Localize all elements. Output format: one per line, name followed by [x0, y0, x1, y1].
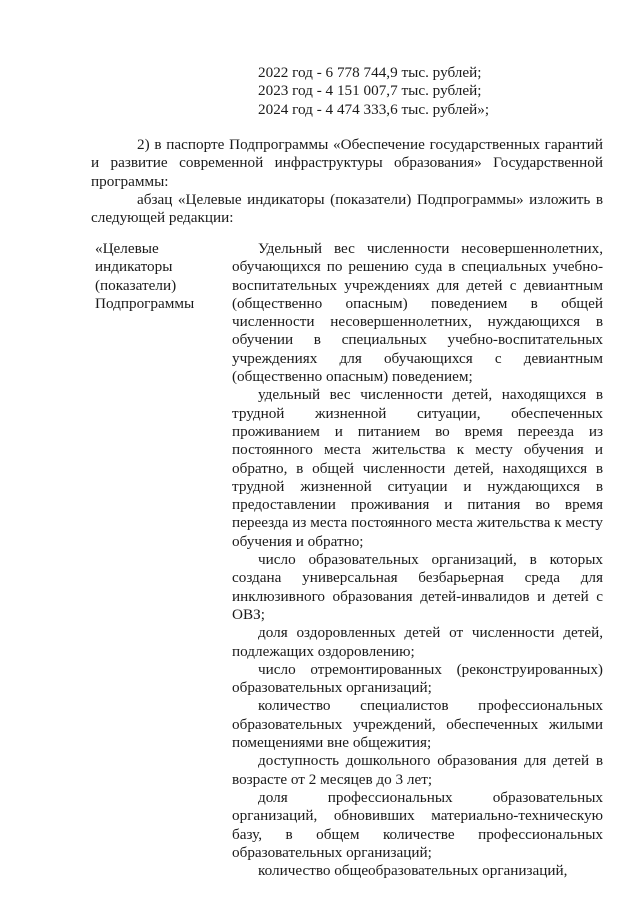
funding-line-2022: 2022 год - 6 778 744,9 тыс. рублей; — [258, 64, 482, 81]
indicator-item: удельный вес численности детей, находящихся в трудной жизненной ситуации, обеспеченных проживанием и питанием во время переезда из постоянного места жительства к месту обучения и обратно, в общей численности детей, находящихся в трудной жизненной ситуации и нуждающихся в предоставлении проживания и питания во время переезда из места постоянного места жительства к месту обучения и обратно; — [232, 386, 603, 550]
label-line: «Целевые — [95, 240, 159, 257]
table-indicators-cell — [232, 240, 603, 880]
paragraph-indicators-instruction: абзац «Целевые индикаторы (показатели) Подпрограммы» изложить в следующей редакции: — [91, 191, 603, 227]
indicator-item: число образовательных организаций, в которых создана универсальная безбарьерная среда для инклюзивного образования детей-инвалидов и детей с ОВЗ; — [232, 551, 603, 623]
funding-amounts — [258, 64, 578, 119]
label-line: Подпрограммы — [95, 294, 195, 312]
indicator-item: доля оздоровленных детей от численности детей, подлежащих оздоровлению; — [232, 624, 603, 660]
indicator-item: Удельный вес численности несовершеннолетних, обучающихся по решению суда в специальных учебно-воспитательных учреждениях для детей с девиантным (общественно опасным) поведением в общей численности несовершеннолетних, нуждающихся в обучении в специальных учебно-воспитательных учреждениях для обучающихся с девиантным (общественно опасным) поведением; — [232, 240, 603, 386]
indicator-item: число отремонтированных (реконструированных) образовательных организаций; — [232, 660, 603, 697]
label-line: индикаторы — [95, 258, 173, 276]
indicator-item: количество общеобразовательных организаций, — [258, 862, 568, 880]
funding-line-2024: 2024 год - 4 474 333,6 тыс. рублей»; — [258, 100, 490, 118]
indicator-item: доля профессиональных образовательных организаций, обновивших материально-техническую базу, в общем количестве профессиональных образовательных организаций; — [232, 788, 603, 861]
paragraph-passport: 2) в паспорте Подпрограммы «Обеспечение государственных гарантий и развитие современной инфраструктуры образования» Государственной программы: — [91, 136, 603, 190]
indicator-item: количество специалистов профессиональных образовательных учреждений, обеспеченных жилыми помещениями вне общежития; — [232, 697, 603, 752]
label-line: (показатели) — [95, 276, 177, 294]
table-label-cell — [95, 240, 215, 313]
indicator-item: доступность дошкольного образования для детей в возрасте от 2 месяцев до 3 лет; — [232, 752, 603, 788]
funding-line-2023: 2023 год - 4 151 007,7 тыс. рублей; — [258, 82, 482, 100]
